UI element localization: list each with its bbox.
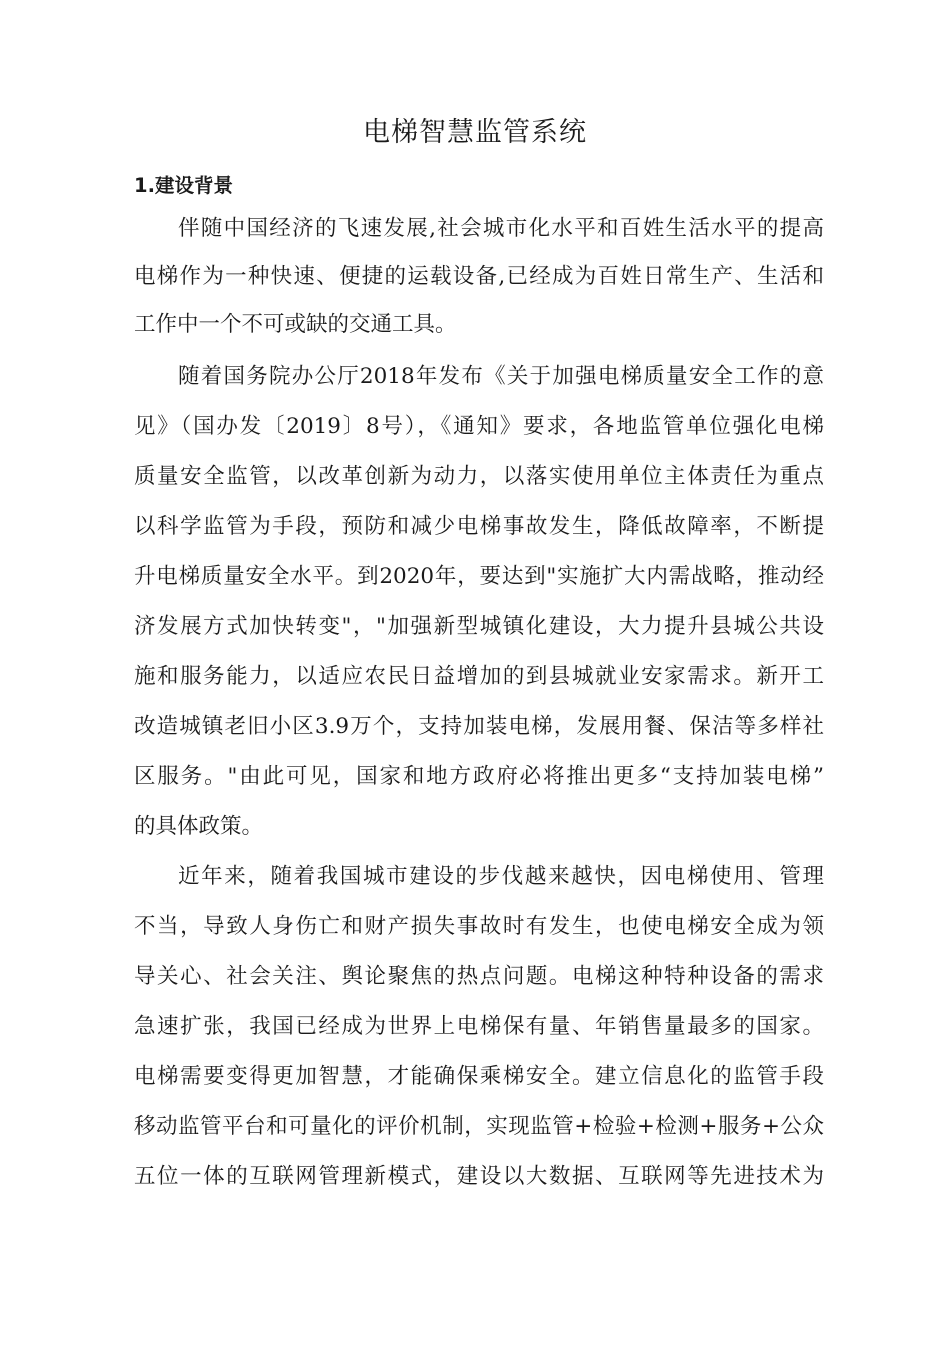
- body-line: 工作中一个不可或缺的交通工具。: [134, 312, 457, 337]
- body-line: 区服务。"由此可见，国家和地方政府必将推出更多“支持加装电梯”: [134, 764, 824, 789]
- body-line: 济发展方式加快转变"，"加强新型城镇化建设，大力提升县城公共设: [134, 614, 824, 639]
- body-line: 施和服务能力，以适应农民日益增加的到县城就业安家需求。新开工: [134, 664, 824, 689]
- body-line: 近年来，随着我国城市建设的步伐越来越快，因电梯使用、管理: [178, 864, 824, 889]
- body-line: 电梯需要变得更加智慧，才能确保乘梯安全。建立信息化的监管手段: [134, 1064, 824, 1089]
- section-heading: 1.建设背景: [134, 174, 233, 197]
- body-line: 移动监管平台和可量化的评价机制，实现监管+检验+检测+服务+公众: [134, 1114, 824, 1139]
- body-line: 伴随中国经济的飞速发展,社会城市化水平和百姓生活水平的提高: [178, 216, 824, 241]
- body-line: 升电梯质量安全水平。到2020年，要达到"实施扩大内需战略，推动经: [134, 564, 824, 589]
- body-line: 五位一体的互联网管理新模式，建设以大数据、互联网等先进技术为: [134, 1164, 824, 1189]
- body-line: 的具体政策。: [134, 814, 264, 839]
- body-line: 电梯作为一种快速、便捷的运载设备,已经成为百姓日常生产、生活和: [134, 264, 824, 289]
- body-line: 导关心、社会关注、舆论聚焦的热点问题。电梯这种特种设备的需求: [134, 964, 824, 989]
- body-line: 随着国务院办公厅2018年发布《关于加强电梯质量安全工作的意: [178, 364, 824, 389]
- body-line: 急速扩张，我国已经成为世界上电梯保有量、年销售量最多的国家。: [134, 1014, 824, 1039]
- body-line: 质量安全监管，以改革创新为动力，以落实使用单位主体责任为重点: [134, 464, 824, 489]
- body-line: 改造城镇老旧小区3.9万个，支持加装电梯，发展用餐、保洁等多样社: [134, 714, 824, 739]
- body-line: 见》（国办发〔2019〕8号），《通知》要求，各地监管单位强化电梯: [134, 414, 824, 439]
- document-title: 电梯智慧监管系统: [363, 117, 587, 148]
- body-line: 以科学监管为手段，预防和减少电梯事故发生，降低故障率，不断提: [134, 514, 824, 539]
- body-line: 不当，导致人身伤亡和财产损失事故时有发生，也使电梯安全成为领: [134, 914, 824, 939]
